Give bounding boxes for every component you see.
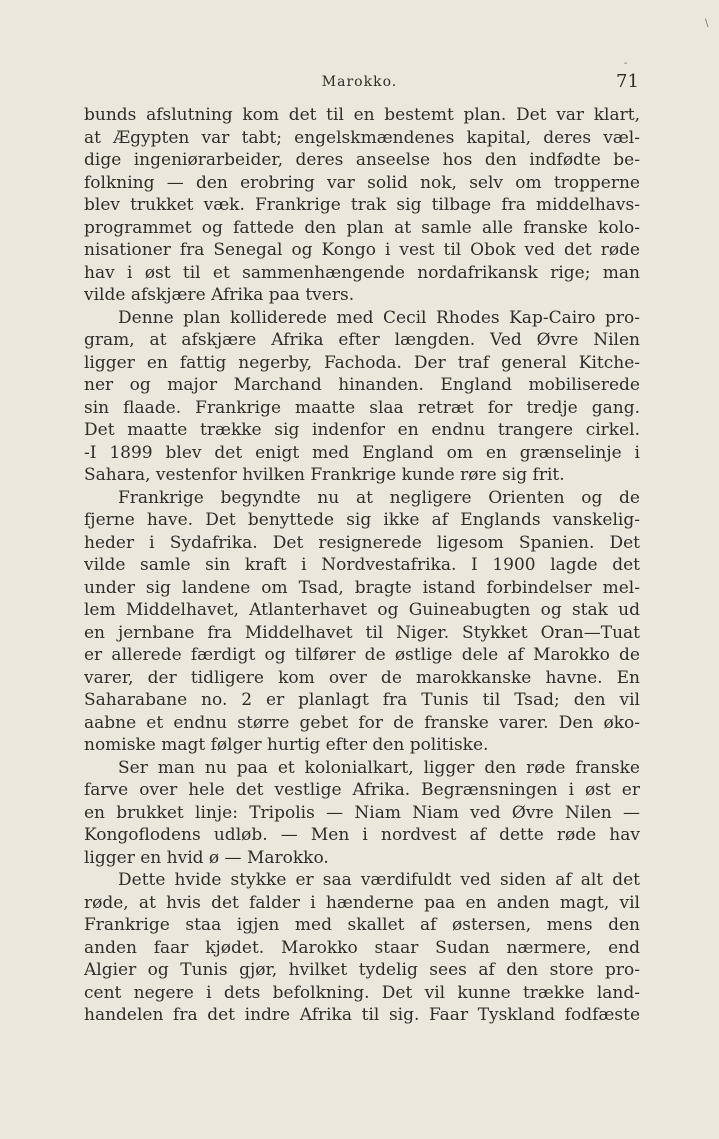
text-line: Sahara, vestenfor hvilken Frankrige kunde røre sig frit. bbox=[84, 465, 565, 485]
text-line: cent negere i dets befolkning. Det vil kunne trække land- bbox=[84, 982, 640, 1003]
text-line: sin flaade. Frankrige maatte slaa retræt for tredje gang. bbox=[84, 397, 640, 418]
stray-mark: \ bbox=[705, 18, 709, 29]
text-line: Saharabane no. 2 er planlagt fra Tunis til Tsad; den vil bbox=[84, 690, 640, 710]
text-line: vilde afskjære Afrika paa tvers. bbox=[84, 285, 355, 305]
text-line: ligger en fattig negerby, Fachoda. Der traf general Kitche- bbox=[84, 352, 640, 373]
text-line: dige ingeniørarbeider, deres anseelse hos den indfødte be- bbox=[84, 150, 640, 170]
text-line: farve over hele det vestlige Afrika. Begrænsningen i øst er bbox=[84, 780, 640, 800]
text-line: Ser man nu paa et kolonialkart, ligger den røde franske bbox=[118, 757, 640, 778]
text-line: Det maatte trække sig indenfor en endnu trangere cirkel. bbox=[84, 420, 640, 440]
text-line: gram, at afskjære Afrika efter længden. Ved Øvre Nilen bbox=[84, 330, 640, 350]
text-line: bunds afslutning kom det til en bestemt plan. Det var klart, bbox=[84, 105, 640, 125]
page-number: 71 bbox=[616, 71, 639, 92]
text-line: fjerne have. Det benyttede sig ikke af Englands vanskelig- bbox=[84, 510, 640, 530]
text-line: vilde samle sin kraft i Nordvestafrika. I 1900 lagde det bbox=[84, 555, 640, 575]
text-line: aabne et endnu større gebet for de franske varer. Den øko- bbox=[84, 712, 640, 733]
text-line: folkning — den erobring var solid nok, selv om tropperne bbox=[84, 172, 640, 193]
text-line: handelen fra det indre Afrika til sig. Faar Tyskland fodfæste bbox=[84, 1005, 640, 1025]
text-line: nomiske magt følger hurtig efter den politiske. bbox=[84, 735, 489, 755]
body-text bbox=[84, 104, 640, 1027]
stray-mark: - bbox=[624, 58, 628, 69]
text-line: Dette hvide stykke er saa værdifuldt ved siden af alt det bbox=[118, 870, 640, 890]
running-header-title: Marokko. bbox=[321, 74, 398, 90]
text-line: Denne plan kolliderede med Cecil Rhodes Kap-Cairo pro- bbox=[118, 307, 640, 328]
text-line: nisationer fra Senegal og Kongo i vest til Obok ved det røde bbox=[84, 240, 640, 260]
text-line: varer, der tidligere kom over de marokkanske havne. En bbox=[84, 667, 640, 688]
text-line: heder i Sydafrika. Det resignerede ligesom Spanien. Det bbox=[84, 532, 640, 553]
text-line: under sig landene om Tsad, bragte istand forbindelser mel- bbox=[84, 577, 640, 598]
text-line: en jernbane fra Middelhavet til Niger. Stykket Oran—Tuat bbox=[84, 622, 640, 643]
text-line: anden faar kjødet. Marokko staar Sudan nærmere, end bbox=[84, 937, 640, 958]
text-line: -I 1899 blev det enigt med England om en grænselinje i bbox=[84, 442, 640, 463]
text-line: Frankrige staa igjen med skallet af østersen, mens den bbox=[84, 915, 640, 935]
text-line: Frankrige begyndte nu at negligere Orienten og de bbox=[118, 487, 640, 508]
text-line: røde, at hvis det falder i hænderne paa en anden magt, vil bbox=[84, 892, 640, 913]
text-line: hav i øst til et sammenhængende nordafrikansk rige; man bbox=[84, 262, 640, 283]
text-line: lem Middelhavet, Atlanterhavet og Guineabugten og stak ud bbox=[84, 600, 640, 620]
text-line: programmet og fattede den plan at samle alle franske kolo- bbox=[84, 217, 640, 238]
text-line: Kongoflodens udløb. — Men i nordvest af dette røde hav bbox=[84, 825, 640, 845]
text-line: Algier og Tunis gjør, hvilket tydelig sees af den store pro- bbox=[84, 960, 640, 980]
text-line: er allerede færdigt og tilfører de østlige dele af Marokko de bbox=[84, 645, 640, 665]
text-line: en brukket linje: Tripolis — Niam Niam ved Øvre Nilen — bbox=[84, 802, 640, 823]
text-line: blev trukket væk. Frankrige trak sig tilbage fra middelhavs- bbox=[84, 195, 640, 215]
text-line: at Ægypten var tabt; engelskmændenes kapital, deres væl- bbox=[84, 127, 640, 148]
text-line: ligger en hvid ø — Marokko. bbox=[84, 847, 329, 868]
text-line: ner og major Marchand hinanden. England mobiliserede bbox=[84, 375, 640, 395]
